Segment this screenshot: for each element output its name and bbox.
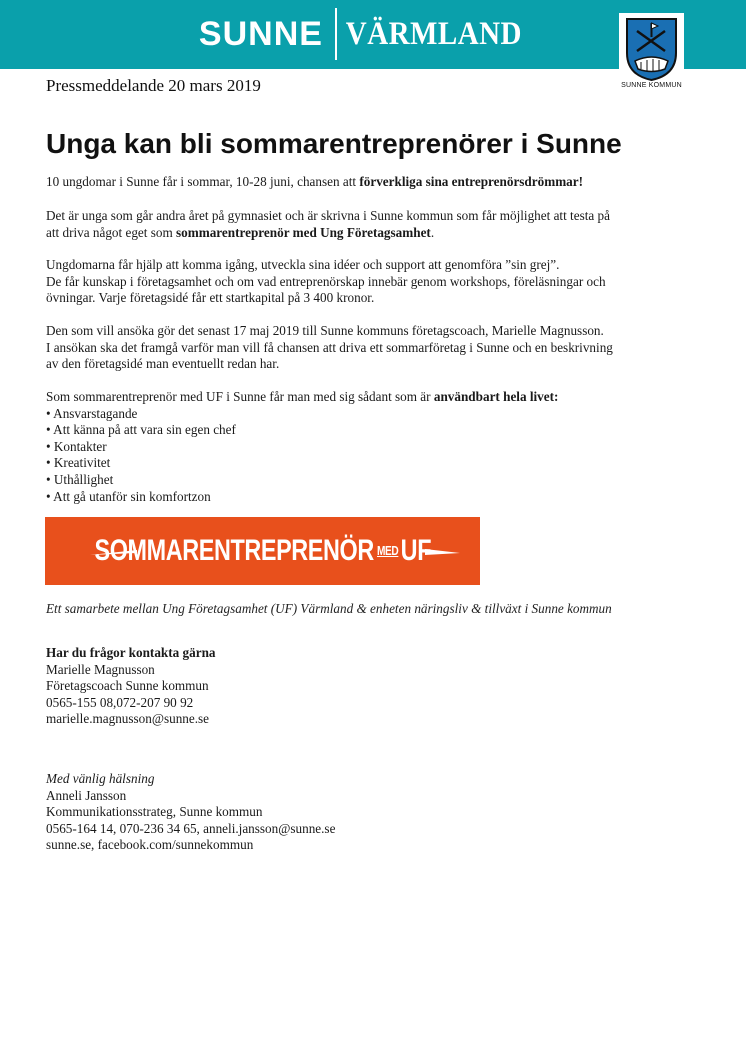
paragraph-line: Det är unga som går andra året på gymnasiet och är skrivna i Sunne kommun som får möjlighet att testa på — [46, 208, 610, 223]
contact-role: Företagscoach Sunne kommun — [46, 678, 209, 694]
brand-varmland: VÄRMLAND — [345, 15, 522, 52]
paragraph-line: I ansökan ska det framgå varför man vill få chansen att driva ett sommarföretag i Sunne och en beskrivning — [46, 339, 613, 355]
signature-name: Anneli Jansson — [46, 787, 127, 803]
coat-of-arms-icon — [625, 17, 678, 81]
list-item: • Kontakter — [46, 438, 107, 454]
list-item: • Att gå utanför sin komfortzon — [46, 488, 211, 504]
paragraph-support — [46, 257, 666, 307]
signature-greeting: Med vänlig hälsning — [46, 771, 155, 786]
collaboration-caption: Ett samarbete mellan Ung Företagsamhet (UF) Värmland & enheten näringsliv & tillväxt i Sunne kommun — [46, 601, 612, 616]
benefits-list — [46, 389, 666, 505]
intro-text: 10 ungdomar i Sunne får i sommar, 10-28 juni, chansen att — [46, 174, 360, 189]
paragraph-line: övningar. Varje företagsidé får ett startkapital på 3 400 kronor. — [46, 290, 375, 306]
banner-text — [45, 517, 480, 585]
list-item: • Kreativitet — [46, 455, 111, 471]
banner-main: SOMMARENTREPRENÖR — [94, 534, 374, 567]
paragraph-line: Ungdomarna får hjälp att komma igång, utveckla sina idéer och support att genomföra ”sin grej”. — [46, 257, 560, 272]
list-item: • Att känna på att vara sin egen chef — [46, 422, 236, 438]
paragraph-line: att driva något eget som — [46, 224, 177, 240]
contact-block — [46, 645, 216, 728]
intro-bold: förverkliga sina entreprenörsdrömmar! — [359, 174, 584, 189]
paragraph-line: De får kunskap i företagsamhet och om vad entreprenörskap innebär genom workshops, föreläsningar och — [46, 273, 606, 289]
banner-uf: UF — [400, 534, 431, 567]
brand-sunne: SUNNE — [198, 14, 323, 53]
contact-phone: 0565-155 08,072-207 90 92 — [46, 694, 194, 710]
contact-name: Marielle Magnusson — [46, 661, 155, 677]
page-title: Unga kan bli sommarentreprenörer i Sunne — [46, 128, 622, 159]
signature-role: Kommunikationsstrateg, Sunne kommun — [46, 804, 263, 820]
list-item: • Ansvarstagande — [46, 405, 138, 421]
contact-heading: Har du frågor kontakta gärna — [46, 645, 216, 660]
paragraph-line: . — [430, 224, 435, 240]
signature-web[interactable]: sunne.se, facebook.com/sunnekommun — [46, 837, 254, 853]
signature-contact[interactable]: 0565-164 14, 070-236 34 65, anneli.jansson@sunne.se — [46, 820, 336, 836]
banner-med: MED — [376, 543, 399, 558]
paragraph-application — [46, 323, 666, 373]
sommarentreprenor-banner — [45, 517, 480, 585]
logo-caption: SUNNE KOMMUN — [621, 82, 682, 89]
paragraph-line: av den företagsidé man eventuellt redan har. — [46, 356, 280, 372]
paragraph-eligibility — [46, 208, 666, 241]
paragraph-bold: sommarentreprenör med Ung Företagsamhet — [176, 224, 431, 240]
benefits-intro: Som sommarentreprenör med UF i Sunne får man med sig sådant som är — [46, 389, 434, 404]
benefits-intro-bold: användbart hela livet: — [433, 389, 559, 404]
signature-block — [46, 771, 335, 854]
intro-paragraph — [46, 174, 666, 191]
contact-email[interactable]: marielle.magnusson@sunne.se — [46, 711, 210, 727]
list-item: • Uthållighet — [46, 471, 114, 487]
paragraph-line: Den som vill ansöka gör det senast 17 maj 2019 till Sunne kommuns företagscoach, Marielle Magnusson. — [46, 323, 604, 338]
dateline: Pressmeddelande 20 mars 2019 — [46, 76, 261, 95]
municipality-logo — [619, 13, 684, 93]
